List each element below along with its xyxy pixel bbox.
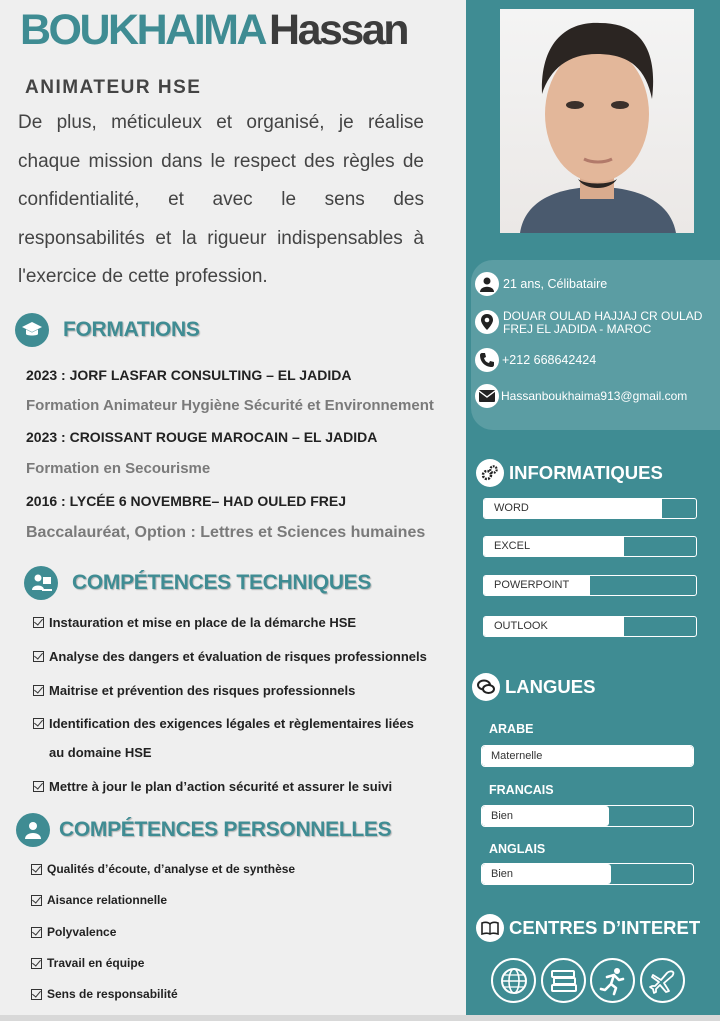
personal-skills-title: COMPÉTENCES PERSONNELLES	[59, 818, 392, 841]
personal-skill-item: Travail en équipe	[31, 956, 144, 970]
tech-skill-item: Maitrise et prévention des risques professionnels	[33, 683, 355, 698]
formations-title: FORMATIONS	[63, 318, 200, 341]
lang-name-arabe: ARABE	[489, 722, 534, 736]
open-book-icon	[476, 914, 504, 942]
envelope-icon	[475, 384, 499, 408]
personal-skill-item: Aisance relationnelle	[31, 893, 167, 907]
tech-skills-header	[24, 566, 371, 600]
airplane-icon	[640, 958, 685, 1003]
personal-skill-item: Sens de responsabilité	[31, 987, 178, 1001]
tech-skill-item: Mettre à jour le plan d’action sécurité et assurer le suivi	[33, 779, 392, 794]
page-bottom-border	[0, 1015, 720, 1021]
lang-level-label: Bien	[491, 868, 514, 880]
formation-1-heading: 2023 : JORF LASFAR CONSULTING – EL JADIDA	[26, 367, 352, 383]
personal-skill-item: Qualités d’écoute, d’analyse et de synthèse	[31, 862, 295, 876]
tech-skill-item: Analyse des dangers et évaluation de risques professionnels	[33, 649, 427, 664]
books-icon	[541, 958, 586, 1003]
contact-address	[475, 310, 702, 336]
address-line-1: DOUAR OULAD HAJJAJ CR OULAD	[503, 309, 703, 323]
informatiques-header: INFORMATIQUES	[476, 459, 663, 487]
lang-name-anglais: ANGLAIS	[489, 842, 546, 856]
formation-2-heading: 2023 : CROISSANT ROUGE MAROCAIN – EL JADIDA	[26, 429, 378, 445]
interets-header: CENTRES D’INTERET	[476, 914, 700, 942]
contact-phone: +212 668642424	[475, 348, 596, 372]
globe-icon	[491, 958, 536, 1003]
lang-bar-francais	[481, 805, 694, 827]
personal-skill-item: Polyvalence	[31, 925, 116, 939]
skill-bar-powerpoint	[483, 575, 697, 596]
graduation-cap-icon	[15, 313, 49, 347]
tech-skills-title: COMPÉTENCES TECHNIQUES	[72, 571, 372, 594]
formation-3-heading: 2016 : LYCÉE 6 NOVEMBRE– HAD OULED FREJ	[26, 493, 347, 509]
formation-2-detail: Formation en Secourisme	[26, 460, 211, 477]
speech-bubbles-icon	[472, 673, 500, 701]
skill-label: POWERPOINT	[494, 579, 570, 591]
tech-skill-item: Instauration et mise en place de la démarche HSE	[33, 615, 356, 630]
profile-summary: De plus, méticuleux et organisé, je réalise chaque mission dans le respect des règles de confidentialité, et avec le sens des responsabilités et la rigueur indispensables à l'exercice de cette profession.	[18, 112, 424, 287]
skill-label: WORD	[494, 502, 529, 514]
formation-1-detail: Formation Animateur Hygiène Sécurité et Environnement	[26, 397, 434, 414]
lang-level-label: Maternelle	[491, 750, 543, 762]
person-icon	[16, 813, 50, 847]
job-title: ANIMATEUR HSE	[25, 77, 202, 98]
formation-3-detail: Baccalauréat, Option : Lettres et Sciences humaines	[26, 524, 426, 541]
profile-photo	[500, 9, 694, 233]
gears-icon	[476, 459, 504, 487]
skill-label: EXCEL	[494, 540, 531, 552]
lang-level-label: Bien	[491, 810, 514, 822]
skill-bar-word	[483, 498, 697, 519]
skill-bar-outlook	[483, 616, 697, 637]
tech-skill-item-continued: au domaine HSE	[49, 745, 152, 760]
first-name: Hassan	[269, 6, 408, 54]
full-name	[20, 6, 407, 55]
skill-label: OUTLOOK	[494, 620, 548, 632]
contact-email: Hassanboukhaima913@gmail.com	[475, 384, 687, 408]
formations-header	[15, 313, 200, 347]
contact-age: 21 ans, Célibataire	[475, 272, 607, 296]
lang-name-francais: FRANCAIS	[489, 783, 554, 797]
phone-icon	[475, 348, 499, 372]
location-pin-icon	[475, 310, 499, 334]
langues-header: LANGUES	[472, 673, 595, 701]
user-icon	[475, 272, 499, 296]
running-icon	[590, 958, 635, 1003]
lang-bar-anglais	[481, 863, 694, 885]
tech-skill-item: Identification des exigences légales et règlementaires liées	[33, 716, 414, 731]
address-line-2: FREJ EL JADIDA - MAROC	[503, 322, 652, 336]
lang-bar-arabe	[481, 745, 694, 767]
personal-skills-header	[16, 813, 391, 847]
last-name: BOUKHAIMA	[20, 6, 266, 54]
skill-bar-excel	[483, 536, 697, 557]
person-at-desk-icon	[24, 566, 58, 600]
